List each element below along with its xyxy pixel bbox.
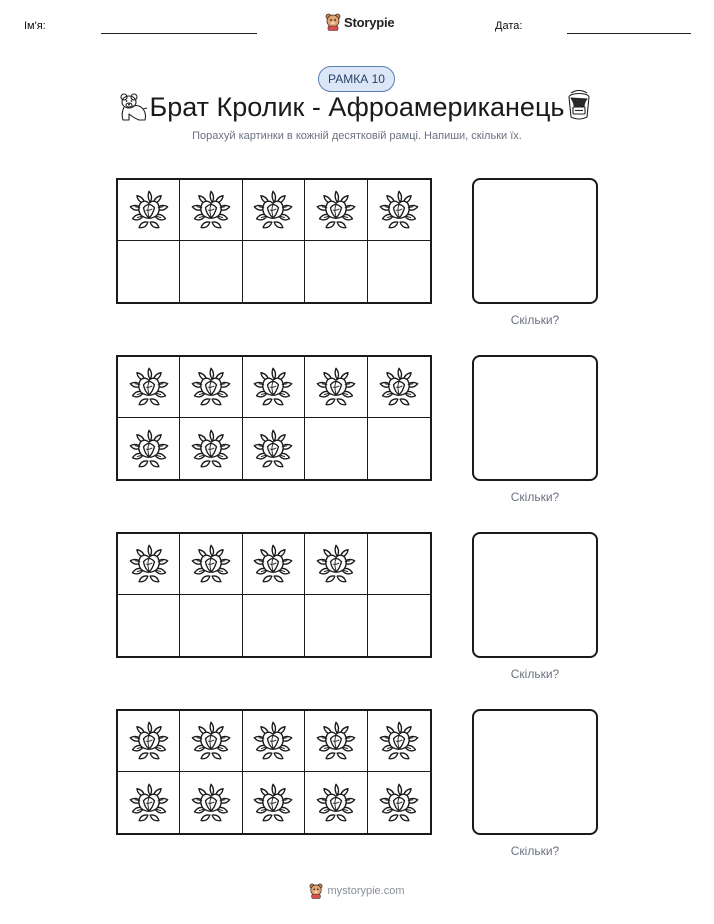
leafy-bush-icon: [314, 542, 358, 586]
brand-name: Storypie: [344, 14, 395, 30]
ten-frame-cell: [118, 711, 180, 772]
date-label: Дата:: [495, 20, 523, 32]
leafy-bush-icon: [127, 719, 171, 763]
leafy-bush-icon: [127, 365, 171, 409]
leafy-bush-icon: [314, 719, 358, 763]
leafy-bush-icon: [251, 781, 295, 825]
storypie-bear-icon: [325, 13, 341, 31]
ten-frame-cell: [305, 534, 367, 595]
ten-frame-cell: [118, 357, 180, 418]
footer-url[interactable]: mystorypie.com: [327, 885, 405, 897]
ten-frame-cell: [243, 534, 305, 595]
ten-frame-cell: [305, 180, 367, 241]
ten-frame-cell: [243, 711, 305, 772]
ten-frame: [116, 178, 432, 304]
ten-frame-cell: [368, 595, 430, 656]
ten-frame-cell: [305, 772, 367, 833]
ten-frame-cell: [368, 180, 430, 241]
leafy-bush-icon: [314, 781, 358, 825]
leafy-bush-icon: [189, 188, 233, 232]
ten-frame-cell: [118, 595, 180, 656]
ten-frame-cell: [243, 772, 305, 833]
ten-frame-cell: [368, 357, 430, 418]
ten-frame-cell: [305, 357, 367, 418]
ten-frame-cell: [243, 180, 305, 241]
ten-frame-cell: [305, 711, 367, 772]
footer: [0, 883, 714, 899]
ten-frame-cell: [118, 241, 180, 302]
ten-frame-cell: [180, 595, 242, 656]
how-many-label: Скільки?: [510, 667, 560, 681]
ten-frame-cell: [118, 418, 180, 479]
leafy-bush-icon: [127, 427, 171, 471]
ten-frame-cell: [118, 772, 180, 833]
ten-frame: [116, 532, 432, 658]
ten-frame-cell: [368, 534, 430, 595]
answer-box[interactable]: [472, 709, 598, 835]
leafy-bush-icon: [251, 719, 295, 763]
ten-frame-cell: [243, 241, 305, 302]
ten-frame: [116, 709, 432, 835]
frame-badge: РАМКА 10: [318, 66, 395, 92]
ten-frame-cell: [243, 357, 305, 418]
leafy-bush-icon: [377, 365, 421, 409]
leafy-bush-icon: [377, 188, 421, 232]
storypie-bear-icon: [309, 883, 323, 899]
name-line[interactable]: [101, 33, 257, 34]
ten-frame-cell: [180, 711, 242, 772]
how-many-label: Скільки?: [510, 313, 560, 327]
ten-frame-cell: [180, 357, 242, 418]
page-title: Брат Кролик - Афроамериканець: [149, 92, 565, 122]
leafy-bush-icon: [189, 781, 233, 825]
instructions: Порахуй картинки в кожній десятковій рамці. Напиши, скільки їх.: [192, 130, 522, 142]
how-many-label: Скільки?: [510, 844, 560, 858]
leafy-bush-icon: [251, 427, 295, 471]
ten-frame-cell: [305, 418, 367, 479]
leafy-bush-icon: [377, 781, 421, 825]
leafy-bush-icon: [314, 365, 358, 409]
leafy-bush-icon: [251, 542, 295, 586]
ten-frame-cell: [180, 418, 242, 479]
ten-frame-cell: [368, 418, 430, 479]
ten-frame-cell: [243, 418, 305, 479]
ten-frame-cell: [368, 711, 430, 772]
ten-frame-cell: [368, 241, 430, 302]
answer-box[interactable]: [472, 355, 598, 481]
answer-box[interactable]: [472, 178, 598, 304]
leafy-bush-icon: [251, 365, 295, 409]
name-label: Ім'я:: [24, 20, 46, 32]
ten-frame: [116, 355, 432, 481]
ten-frame-cell: [305, 595, 367, 656]
leafy-bush-icon: [251, 188, 295, 232]
ten-frame-cell: [180, 772, 242, 833]
leafy-bush-icon: [127, 188, 171, 232]
leafy-bush-icon: [189, 719, 233, 763]
leafy-bush-icon: [189, 542, 233, 586]
leafy-bush-icon: [314, 188, 358, 232]
leafy-bush-icon: [127, 781, 171, 825]
ten-frame-cell: [180, 180, 242, 241]
ten-frame-cell: [243, 595, 305, 656]
brand-logo: [325, 13, 394, 31]
ten-frame-cell: [305, 241, 367, 302]
ten-frame-cell: [180, 241, 242, 302]
ten-frame-cell: [368, 772, 430, 833]
leafy-bush-icon: [377, 719, 421, 763]
ten-frame-cell: [180, 534, 242, 595]
how-many-label: Скільки?: [510, 490, 560, 504]
leafy-bush-icon: [189, 365, 233, 409]
leafy-bush-icon: [127, 542, 171, 586]
ten-frame-cell: [118, 180, 180, 241]
ten-frame-cell: [118, 534, 180, 595]
date-line[interactable]: [567, 33, 691, 34]
answer-box[interactable]: [472, 532, 598, 658]
leafy-bush-icon: [189, 427, 233, 471]
tar-bucket-icon: [566, 90, 592, 122]
